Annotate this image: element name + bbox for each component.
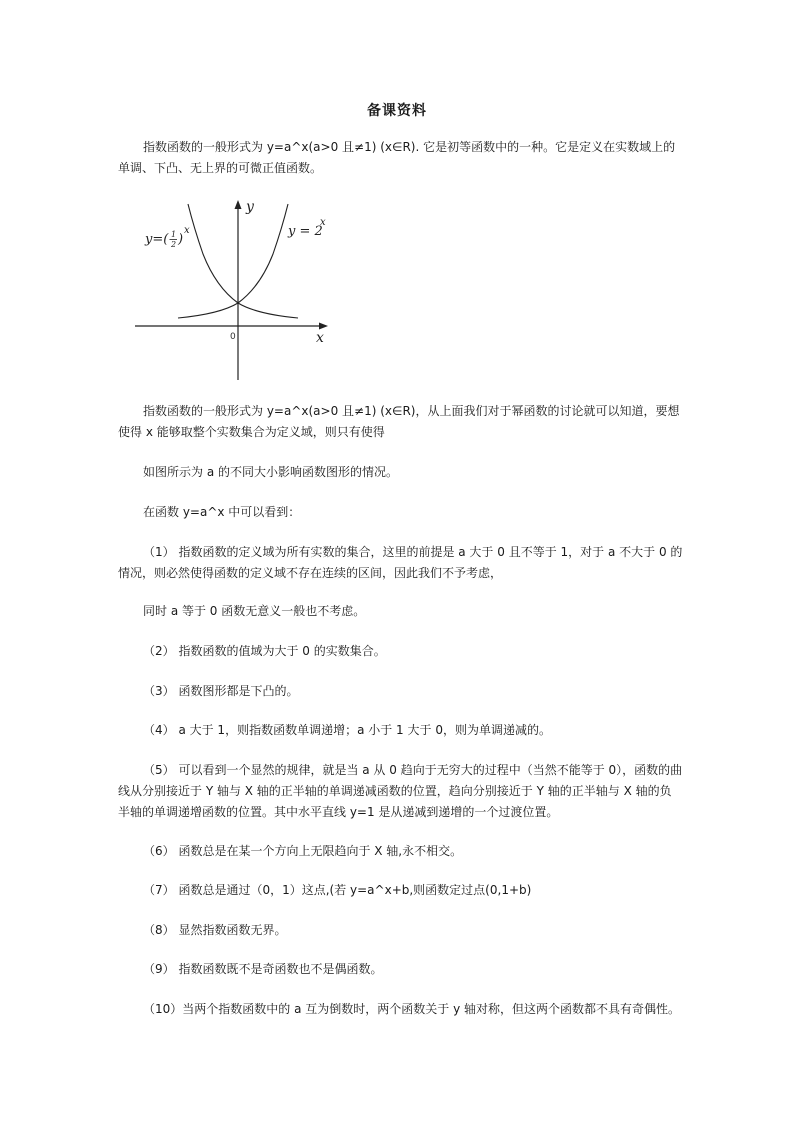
right-label-exponent: x [320, 217, 326, 228]
left-label-denominator: 2 [171, 240, 177, 249]
right-curve-label [287, 217, 326, 239]
left-curve-label [144, 225, 190, 249]
paragraph-2: 如图所示为 a 的不同大小影响函数图形的情况。 [143, 465, 398, 479]
curve-half-pow-x [188, 204, 298, 318]
paragraph-item-5: （5） 可以看到一个显然的规律，就是当 a 从 0 趋向于无穷大的过程中（当然不能等于 0），函数的曲线从分别接近于 Y 轴与 X 轴的正半轴的单调递减函数的位置，趋向分别接近于 Y 轴的正半轴与 X 轴的负半轴的单调递增函数的位置。其中水平直线 y=1 是从递减到递增的一个过渡位置。 [118, 763, 683, 819]
exponential-graph [135, 192, 340, 382]
paragraph-item-2: （2） 指数函数的值域为大于 0 的实数集合。 [143, 644, 386, 658]
paragraph-3: 在函数 y=a^x 中可以看到： [143, 505, 301, 519]
left-label-numerator: 1 [171, 230, 177, 239]
origin-label: 0 [230, 332, 236, 342]
left-label-exponent: x [184, 225, 190, 236]
paragraph-item-10: （10）当两个指数函数中的 a 互为倒数时，两个函数关于 y 轴对称，但这两个函数都不具有奇偶性。 [143, 1002, 680, 1016]
paragraph-item-8: （8） 显然指数函数无界。 [143, 923, 287, 937]
y-axis-arrow [235, 200, 242, 209]
left-label-suffix: ) [178, 232, 184, 247]
y-axis-label: y [246, 199, 254, 215]
exponential-graph-figure [135, 192, 340, 382]
paragraph-item-6: （6） 函数总是在某一个方向上无限趋向于 X 轴,永不相交。 [143, 844, 463, 858]
curve-2-pow-x [178, 204, 288, 318]
paragraph-item-1-cont: 同时 a 等于 0 函数无意义一般也不考虑。 [143, 604, 366, 618]
paragraph-item-4: （4） a 大于 1，则指数函数单调递增；a 小于 1 大于 0，则为单调递减的。 [143, 723, 551, 737]
paragraph-1: 指数函数的一般形式为 y=a^x(a>0 且≠1) (x∈R)，从上面我们对于幂函数的讨论就可以知道，要想使得 x 能够取整个实数集合为定义域，则只有使得 [118, 404, 680, 439]
right-label-base: y = 2 [288, 224, 323, 239]
x-axis-label: x [316, 330, 324, 346]
paragraph-item-1: （1） 指数函数的定义域为所有实数的集合，这里的前提是 a 大于 0 且不等于 1，对于 a 不大于 0 的情况，则必然使得函数的定义域不存在连续的区间，因此我们不予考虑， [118, 545, 683, 580]
intro-paragraph: 指数函数的一般形式为 y=a^x(a>0 且≠1) (x∈R). 它是初等函数中的一种。它是定义在实数域上的单调、下凸、无上界的可微正值函数。 [118, 140, 676, 175]
page-title: 备课资料 [367, 103, 427, 119]
left-label-prefix: y=( [145, 232, 169, 247]
x-axis-arrow [319, 323, 328, 330]
paragraph-item-3: （3） 函数图形都是下凸的。 [143, 684, 299, 698]
paragraph-item-7: （7） 函数总是通过（0，1）这点,(若 y=a^x+b,则函数定过点(0,1+b) [143, 883, 532, 897]
paragraph-item-9: （9） 指数函数既不是奇函数也不是偶函数。 [143, 962, 383, 976]
